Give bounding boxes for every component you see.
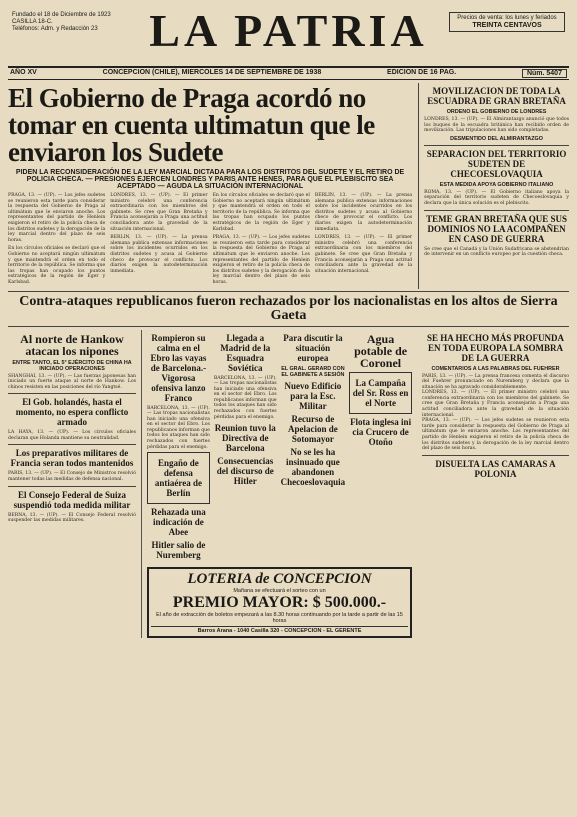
right-lower-column — [417, 330, 569, 639]
article-headline: Recurso de Apelacion de Sotomayor — [288, 413, 338, 444]
article-subhead: DESMENTIDO DEL ALMIRANTAZGO — [450, 135, 543, 142]
divider — [424, 145, 569, 146]
article-headline: Nuevo Edificio para la Esc. Militar — [284, 380, 342, 411]
lead-column-1 — [8, 193, 105, 289]
lower-section — [8, 330, 569, 639]
article-headline: Flota inglesa ini cia Crucero de Otoño — [350, 416, 412, 447]
divider — [8, 393, 136, 394]
dateline-place-date: CONCEPCION (CHILE), MIERCOLES 14 DE SEPTIEMBRE DE 1938 — [102, 69, 322, 76]
article-headline: Los preparativos militares de Francia seran todos mantenidos — [10, 448, 134, 469]
middle-column-1 — [147, 330, 210, 564]
article-headline: TEME GRAN BRETAÑA QUE SUS DOMINIOS NO LA ACOMPAÑEN EN CASO DE GUERRA — [426, 213, 567, 244]
article-body: LONDRES, 13. — (UP). — El Almirantazgo anunció que todos los buques de la escuadra británica han recibido orden de movilización. Las tripulaciones han sido completadas. — [424, 117, 569, 134]
article-headline: Consecuencias del discurso de Hitler — [216, 456, 274, 487]
lead-column-3 — [213, 193, 310, 289]
article-headline: Rompieron su calma en el Ebro las vayas de Barcelona.- Vigorosa ofensiva lanzo Franco — [150, 332, 207, 403]
lead-paragraph: LONDRES, 13. — (UP). — El primer ministro celebró una conferencia extraordinaria con los miembros del gabinete. Se cree que Gran Bretaña y Francia aconsejarán a Praga una actitud conciliadora ante la gravedad de la situación internacional. — [110, 193, 208, 232]
divider — [8, 486, 136, 487]
dateline-year: AÑO XV — [10, 69, 37, 76]
article-body: SHANGHAI, 13. — (UP). — Las fuerzas japonesas han iniciado un fuerte ataque al norte de Hankow. Los chinos resisten en las posiciones del río Yangtsé. — [8, 373, 136, 390]
article-box — [349, 372, 412, 414]
middle-section — [142, 330, 417, 639]
lottery-advertisement — [147, 567, 412, 638]
newspaper-title: LA PATRIA — [149, 5, 428, 56]
lottery-footer: Barros Arana - 1040 Casilla 320 - CONCEPCION - EL GERENTE — [151, 626, 408, 634]
lead-column-4 — [315, 193, 412, 289]
lead-subhead: PIDEN LA RECONSIDERACIÓN DE LA LEY MARCIAL DICTADA PARA LOS DISTRITOS DEL SUDETE Y EL RETIRO DE POLICIA CHECA. — PRESIONES EJERCEN LONDRES Y PARIS ANTE HENES, PARA QUE EL PLEBISCITO SEA ACEPTADO — AGUDA LA SITUACIÓN INTERNACIONAL — [15, 169, 405, 190]
article-headline: Para discutir la situación europea — [283, 332, 343, 363]
dateline-edition: EDICION DE 16 PAG. — [387, 69, 457, 76]
article-headline: MOVILIZACION DE TODA LA ESCUADRA DE GRAN BRETAÑA — [427, 86, 566, 106]
lottery-title: LOTERIA de CONCEPCION — [187, 571, 372, 588]
lead-paragraph: En los círculos oficiales se declaró que el Gobierno no aceptará ningún ultimátum y que mantendrá el orden en todo el territorio de la república. Se informa que las tropas han ocupado los puntos estratégicos de la región de Eger y Karlsbad. — [212, 193, 310, 232]
masthead-price-line: Precios de venta: los lunes y feriados — [457, 15, 557, 21]
lead-columns — [8, 193, 412, 289]
article-body: PARIS, 13. — (UP). — La prensa francesa comenta el discurso del Fuehrer pronunciado en Nuremberg y declara que la situación se ha agravado considerablemente. — [422, 373, 569, 390]
article-headline: El Consejo Federal de Suiza suspendió toda medida militar — [13, 489, 131, 510]
article-body: BARCELONA, 13. — (UP). — Las tropas nacionalistas han iniciado una ofensiva en el sector del Ebro. Los republicanos informan que todos los ataques han sido rechazados con fuertes pérdidas para el enemigo. — [147, 405, 210, 450]
article-body: Se cree que el Canadá y la Unión Sudafricana se abstendrían de intervenir en un conflicto europeo por la cuestión checa. — [424, 246, 569, 258]
lead-paragraph: BERLIN, 13. — (UP). — La prensa alemana publica extensas informaciones sobre los incidentes ocurridos en los distritos sudetes y acusa al Gobierno checo de provocar el conflicto. Los diarios exigen la autodeterminación inmediata. — [314, 193, 413, 232]
article-headline: Engaño de defensa antiaérea de Berlín — [154, 458, 202, 499]
article-body: PRAGA, 13. — (UP). — Los jefes sudetes se reunieron esta tarde para considerar la respuesta del Gobierno de Praga al ultimátum que le enviaron anoche. Los representantes del partido de Henlein exigieron el retiro de la policía checa de los distritos sudetes y la derogación de la ley marcial dentro del plazo de seis horas. — [422, 418, 569, 452]
article-headline: La Campaña del Sr. Ross en el Norte — [352, 377, 409, 408]
article-subhead: ESTA MEDIDA APOYA GOBIERNO ITALIANO — [439, 181, 554, 188]
top-section — [8, 83, 569, 289]
lead-column-2 — [110, 193, 207, 289]
masthead-founded-line: Fundado el 18 de Diciembre de 1923 — [12, 12, 111, 18]
article-headline: El Gob. holandés, hasta el momento, no espera conflicto armado — [15, 397, 129, 428]
divider — [8, 444, 136, 445]
lottery-note: El año de extracción de boletos empezará a las 8.30 horas continuando por la tarde a partir de las 15 horas — [156, 612, 403, 625]
masthead-po-box-line: CASILLA 18-C. — [12, 19, 53, 25]
lead-paragraph: En los círculos oficiales se declaró que el Gobierno no aceptará ningún ultimátum y que mantendrá el orden en todo el territorio de la república. Se informa que las tropas han ocupado los puntos estratégicos de la región de Eger y Karlsbad. — [8, 246, 106, 285]
lead-headline: El Gobierno de Praga acordó no tomar en cuenta ultimatun que le enviaron los Sudete — [8, 83, 375, 167]
lottery-prize: PREMIO MAYOR: $ 500.000.- — [172, 594, 387, 612]
middle-column-3 — [281, 330, 346, 564]
banner-headline: Contra-ataques republicanos fueron rechazados por los nacionalistas en los altos de Sierra Gaeta — [8, 291, 569, 327]
dateline — [8, 68, 569, 80]
middle-column-2 — [214, 330, 277, 564]
article-body: LONDRES, 13. — (UP). — El primer ministro celebró una conferencia extraordinaria con los miembros del gabinete. Se cree que Gran Bretaña y Francia aconsejarán a Praga una actitud conciliadora ante la gravedad de la situación internacional. — [422, 390, 569, 418]
masthead-phone-line: Teléfonos: Adm. y Redacción 23 — [12, 26, 98, 32]
lead-paragraph: PRAGA, 13. — (UP). — Los jefes sudetes se reunieron esta tarde para considerar la respuesta del Gobierno de Praga al ultimátum que le enviaron anoche. Los representantes del partido de Henlein exigieron el retiro de la policía checa de los distritos sudetes y la derogación de la ley marcial dentro del plazo de seis horas. — [8, 193, 106, 243]
middle-columns — [147, 330, 412, 564]
masthead — [8, 6, 569, 68]
left-column — [8, 330, 142, 639]
article-headline: No se les ha insinuado que abandonen Checoeslovaquia — [280, 446, 346, 487]
article-subhead: EL GRAL. GERARD CON EL GABINETE A SESIÓN — [281, 365, 345, 378]
right-column — [419, 83, 569, 289]
article-headline: Reunion tuvo la Directiva de Barcelona — [214, 423, 276, 454]
article-body: PARIS, 13. — (UP). — El Consejo de Ministros resolvió mantener todas las medidas de defensa nacional. — [8, 471, 136, 483]
article-body: ROMA, 13. — (UP). — El Gobierno italiano apoya la separación del territorio sudeten de Checoeslovaquia y declara que la única solución es el plebiscito. — [424, 189, 569, 206]
article-subhead: ORDENO EL GOBIERNO DE LONDRES — [446, 109, 547, 115]
article-headline: SEPARACION DEL TERRITORIO SUDETEN DE CHECOESLOVAQUIA — [426, 148, 567, 179]
article-headline: Agua potable de Coronel — [354, 331, 408, 370]
article-subhead: ENTRE TANTO, EL 5° EJÉRCITO DE CHINA HA INICIADO OPERACIONES — [12, 359, 132, 372]
lead-paragraph: BERLIN, 13. — (UP). — La prensa alemana publica extensas informaciones sobre los incidentes ocurridos en los distritos sudetes y acusa al Gobierno checo de provocar el conflicto. Los diarios exigen la autodeterminación inmediata. — [110, 235, 208, 274]
lead-paragraph: PRAGA, 13. — (UP). — Los jefes sudetes se reunieron esta tarde para considerar la respuesta del Gobierno de Praga al ultimátum que le enviaron anoche. Los representantes del partido de Henlein exigieron el retiro de la policía checa de los distritos sudetes y la derogación de la ley marcial dentro del plazo de seis horas. — [212, 235, 310, 285]
middle-column-4 — [349, 330, 412, 564]
article-subhead: COMENTARIOS A LAS PALABRAS DEL FUEHRER — [431, 365, 560, 372]
article-headline: DISUELTA LAS CAMARAS A POLONIA — [435, 458, 556, 479]
article-body: BERNA, 13. — (UP). — El Consejo Federal resolvió suspender las medidas militares. — [8, 512, 136, 524]
article-headline: Llegada a Madrid de la Esquadra Soviética — [220, 332, 271, 373]
masthead-price-value: TREINTA CENTAVOS — [472, 22, 542, 29]
article-headline: SE HA HECHO MÁS PROFUNDA EN TODA EUROPA LA SOMBRA DE LA GUERRA — [426, 332, 564, 363]
divider — [424, 210, 569, 211]
divider — [422, 455, 569, 456]
article-headline: Hitler salio de Nuremberg — [151, 540, 206, 561]
dateline-issue-number: Núm. 5407 — [522, 69, 567, 78]
article-headline: Rehazada una indicación de Abee — [151, 507, 206, 538]
article-body: LA HAYA, 13. — (UP). — Los círculos oficiales declaran que Holanda mantiene su neutralidad. — [8, 430, 136, 441]
lottery-subtitle: Mañana se efectuará el sorteo con un — [233, 588, 326, 595]
masthead-price-box — [449, 12, 565, 32]
lead-story — [8, 83, 419, 289]
article-body: BARCELONA, 13. — (UP). — Las tropas nacionalistas han iniciado una ofensiva en el sector del Ebro. Los republicanos informan que todos los ataques han sido rechazados con fuertes pérdidas para el enemigo. — [213, 375, 277, 420]
article-box — [147, 452, 210, 504]
article-headline: Al norte de Hankow atacan los nipones — [20, 331, 124, 358]
lead-paragraph: LONDRES, 13. — (UP). — El primer ministro celebró una conferencia extraordinaria con los miembros del gabinete. Se cree que Gran Bretaña y Francia aconsejarán a Praga una actitud conciliadora ante la gravedad de la situación internacional. — [314, 235, 413, 274]
